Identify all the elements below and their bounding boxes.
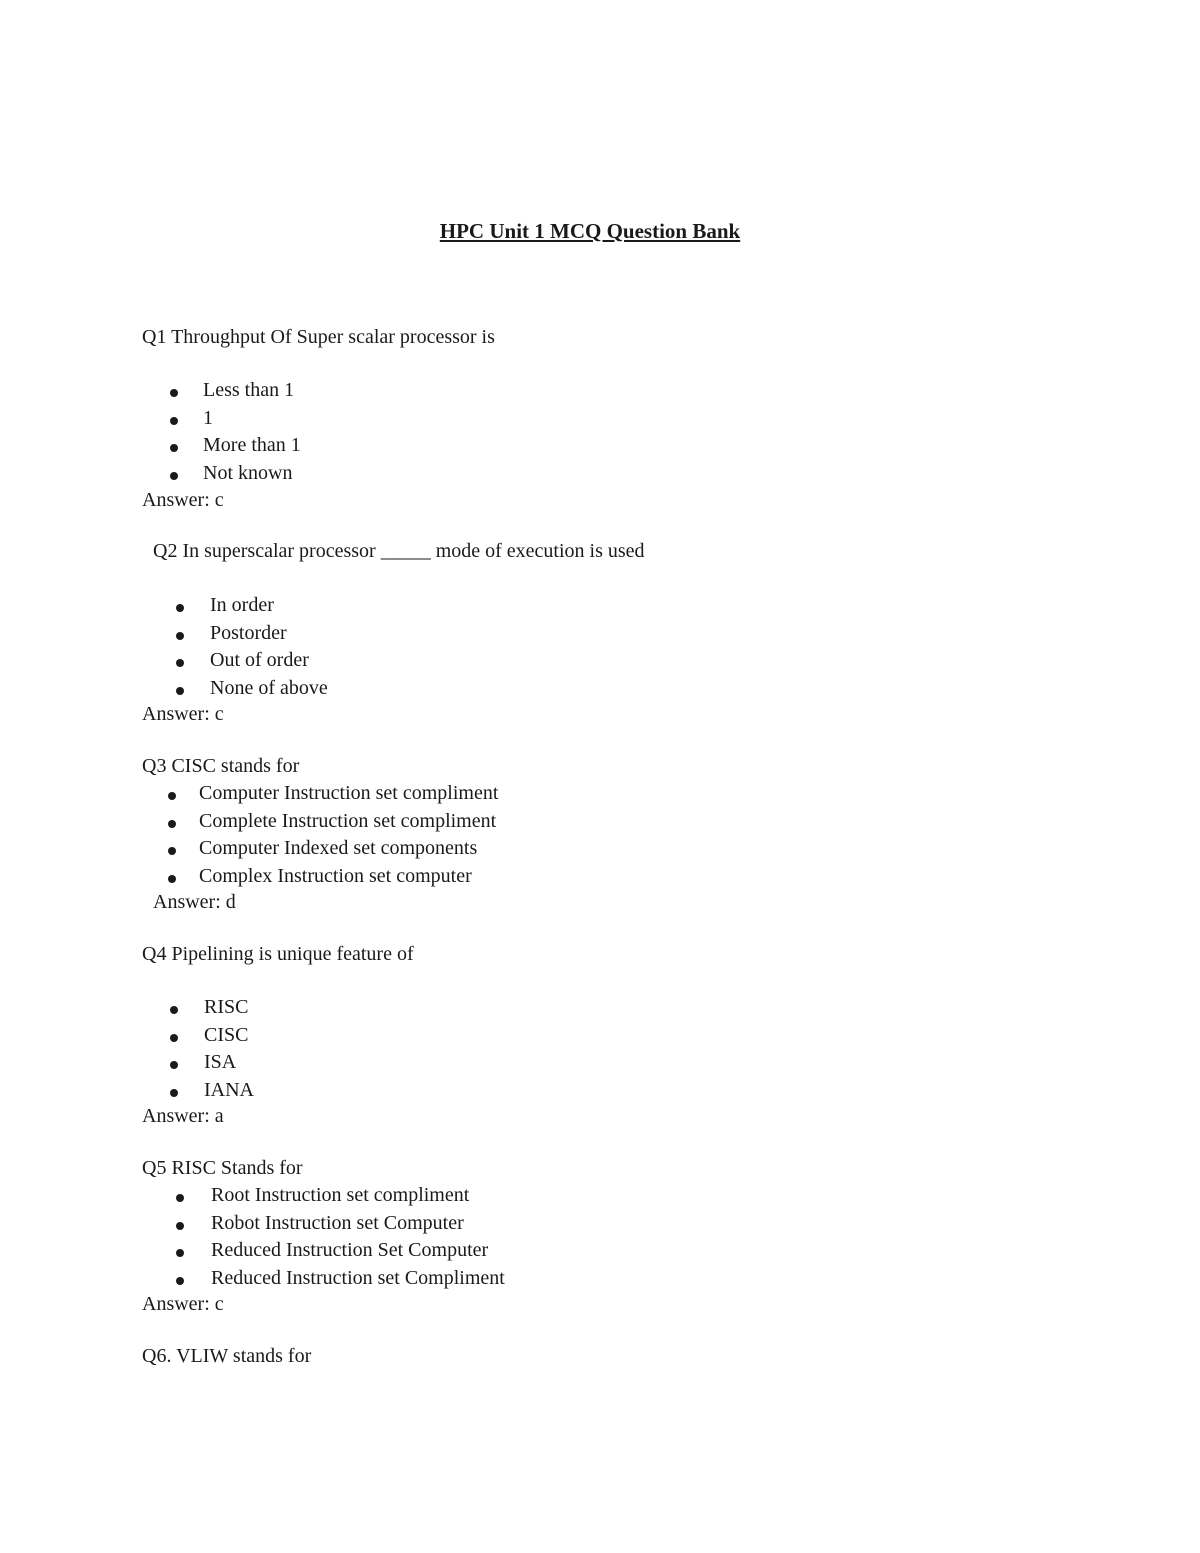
question-6: Q6. VLIW stands for bbox=[142, 1345, 312, 1367]
question-5: Q5 RISC Stands for bbox=[142, 1157, 303, 1179]
answer-2: Answer: c bbox=[142, 703, 224, 725]
bullet-icon bbox=[168, 792, 176, 800]
question-4: Q4 Pipelining is unique feature of bbox=[142, 943, 414, 965]
answer-4: Answer: a bbox=[142, 1105, 224, 1127]
option-text: Computer Indexed set components bbox=[199, 837, 478, 859]
answer-3: Answer: d bbox=[153, 891, 236, 913]
bullet-icon bbox=[176, 1249, 184, 1257]
option-text: ISA bbox=[204, 1051, 237, 1073]
option-text: 1 bbox=[203, 406, 213, 429]
bullet-icon bbox=[170, 472, 178, 480]
option-text: Out of order bbox=[210, 649, 309, 671]
bullet-icon bbox=[170, 417, 178, 425]
bullet-icon bbox=[176, 1222, 184, 1230]
bullet-icon bbox=[168, 875, 176, 883]
option-text: IANA bbox=[204, 1078, 254, 1101]
option-text: Computer Instruction set compliment bbox=[199, 782, 499, 804]
bullet-icon bbox=[176, 687, 184, 695]
question-2: Q2 In superscalar processor _____ mode of execution is used bbox=[153, 540, 645, 562]
option-text: Less than 1 bbox=[203, 379, 295, 401]
question-3: Q3 CISC stands for bbox=[142, 755, 300, 777]
answer-5: Answer: c bbox=[142, 1293, 224, 1315]
option-text: Root Instruction set compliment bbox=[211, 1184, 470, 1206]
question-1: Q1 Throughput Of Super scalar processor is bbox=[142, 326, 495, 348]
bullet-icon bbox=[170, 389, 178, 397]
option-text: More than 1 bbox=[203, 434, 301, 456]
option-text: Reduced Instruction set Compliment bbox=[211, 1266, 505, 1289]
bullet-icon bbox=[170, 444, 178, 452]
bullet-icon bbox=[168, 820, 176, 828]
answer-1: Answer: c bbox=[142, 489, 224, 511]
option-text: Complex Instruction set computer bbox=[199, 864, 472, 887]
option-text: In order bbox=[210, 594, 274, 616]
bullet-icon bbox=[170, 1061, 178, 1069]
bullet-icon bbox=[176, 604, 184, 612]
option-text: Not known bbox=[203, 461, 293, 484]
bullet-icon bbox=[170, 1034, 178, 1042]
option-text: Complete Instruction set compliment bbox=[199, 809, 497, 832]
document-title: HPC Unit 1 MCQ Question Bank bbox=[439, 219, 741, 243]
bullet-icon bbox=[176, 1194, 184, 1202]
option-text: Postorder bbox=[210, 621, 287, 644]
option-text: RISC bbox=[204, 996, 249, 1018]
bullet-icon bbox=[170, 1089, 178, 1097]
bullet-icon bbox=[176, 1277, 184, 1285]
bullet-icon bbox=[176, 659, 184, 667]
option-text: None of above bbox=[210, 676, 328, 699]
option-text: Reduced Instruction Set Computer bbox=[211, 1239, 489, 1261]
option-text: CISC bbox=[204, 1023, 249, 1046]
bullet-icon bbox=[176, 632, 184, 640]
bullet-icon bbox=[170, 1006, 178, 1014]
bullet-icon bbox=[168, 847, 176, 855]
option-text: Robot Instruction set Computer bbox=[211, 1211, 464, 1234]
